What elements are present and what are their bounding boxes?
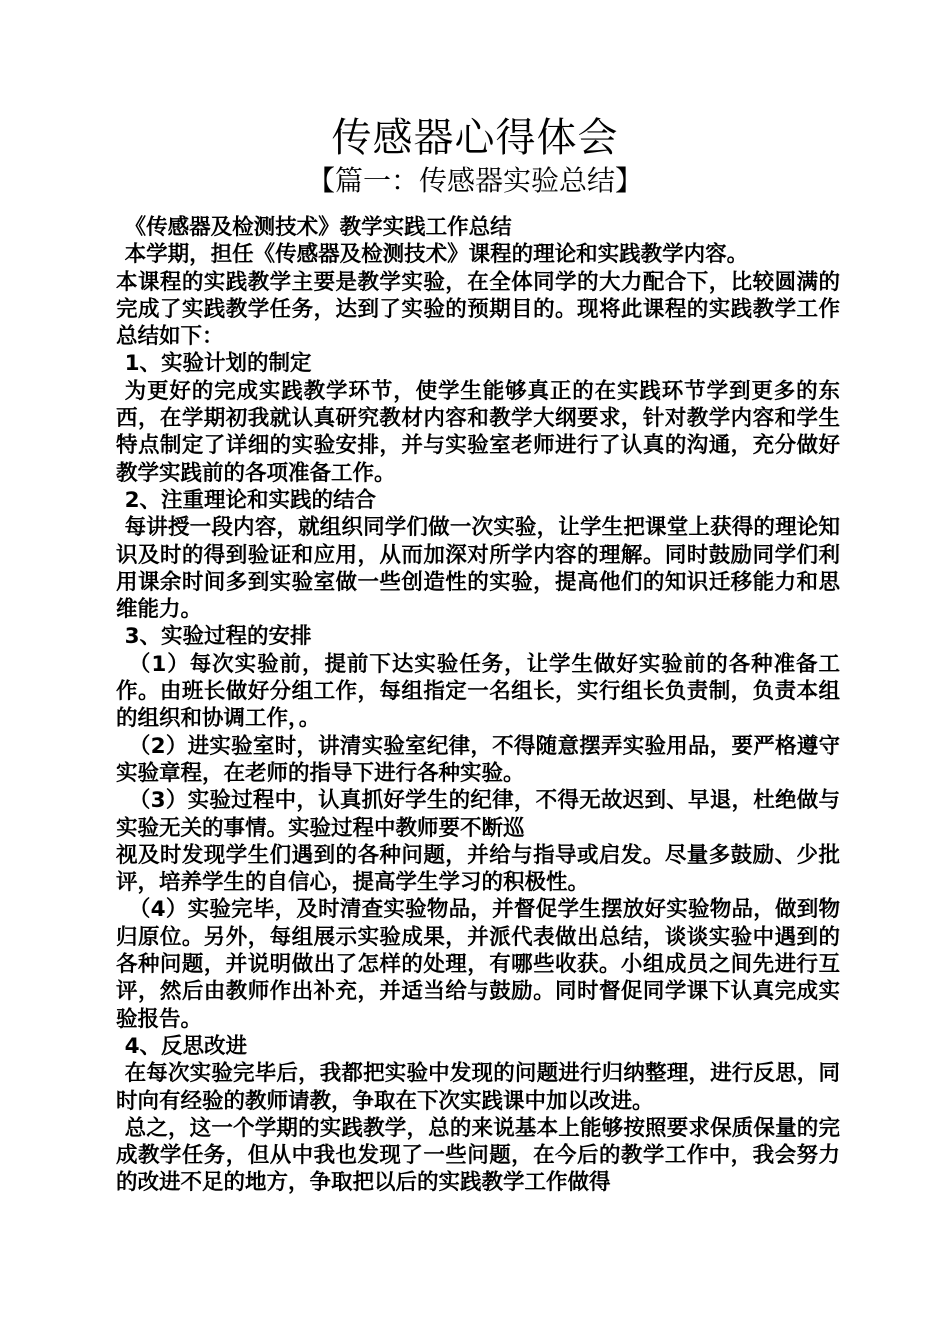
paragraph: 总之，这一个学期的实践教学，总的来说基本上能够按照要求保质保量的完成教学任务，但从中我也发现了一些问题，在今后的教学工作中，我会努力的改进不足的地方，争取把以后的实践教学工作做得 [116,1115,840,1196]
document-subtitle: 【篇一：传感器实验总结】 [306,164,643,197]
paragraph: 在每次实验完毕后，我都把实验中发现的问题进行归纳整理，进行反思，同时向有经验的教师请教，争取在下次实践课中加以改进。 [116,1061,840,1114]
document-title: 传感器心得体会 [331,115,619,161]
section-heading: 2、注重理论和实践的结合 [124,487,377,513]
section-heading: 4、反思改进 [124,1033,248,1059]
paragraph: 本课程的实践教学主要是教学实验，在全体同学的大力配合下，比较圆满的完成了实践教学任务，达到了实验的预期目的。现将此课程的实践教学工作总结如下： [116,269,840,350]
paragraph: （3）实验过程中，认真抓好学生的纪律，不得无故迟到、早退，杜绝做与实验无关的事情。实验过程中教师要不断巡 [116,788,840,841]
paragraph: （4）实验完毕，及时清查实验物品，并督促学生摆放好实验物品，做到物归原位。另外，每组展示实验成果，并派代表做出总结，谈谈实验中遇到的各种问题，并说明做出了怎样的处理，有哪些收获。小组成员之间先进行互评，然后由教师作出补充，并适当给与鼓励。同时督促同学课下认真完成实验报告。 [116,897,840,1032]
paragraph: （1）每次实验前，提前下达实验任务，让学生做好实验前的各种准备工作。由班长做好分组工作，每组指定一名组长，实行组长负责制，负责本组的组织和协调工作，。 [116,651,840,732]
section-heading: 1、实验计划的制定 [124,351,312,377]
section-heading: 《传感器及检测技术》教学实践工作总结 [124,215,512,240]
section-heading: 3、实验过程的安排 [124,624,312,650]
paragraph: 视及时发现学生们遇到的各种问题，并给与指导或启发。尽量多鼓励、少批评，培养学生的自信心，提高学生学习的积极性。 [116,842,840,896]
paragraph: 为更好的完成实践教学环节，使学生能够真正的在实践环节学到更多的东西，在学期初我就认真研究教材内容和教学大纲要求，针对教学内容和学生特点制定了详细的实验安排，并与实验室老师进行了认真的沟通，充分做好教学实践前的各项准备工作。 [116,378,840,486]
paragraph: （2）进实验室时，讲清实验室纪律，不得随意摆弄实验用品，要严格遵守实验章程，在老师的指导下进行各种实验。 [116,733,840,786]
document-body [116,214,840,1197]
paragraph: 每讲授一段内容，就组织同学们做一次实验，让学生把课堂上获得的理论知识及时的得到验证和应用，从而加深对所学内容的理解。同时鼓励同学们利用课余时间多到实验室做一些创造性的实验，提高他们的知识迁移能力和思维能力。 [116,515,840,623]
paragraph: 本学期，担任《传感器及检测技术》课程的理论和实践教学内容。 [124,242,749,268]
